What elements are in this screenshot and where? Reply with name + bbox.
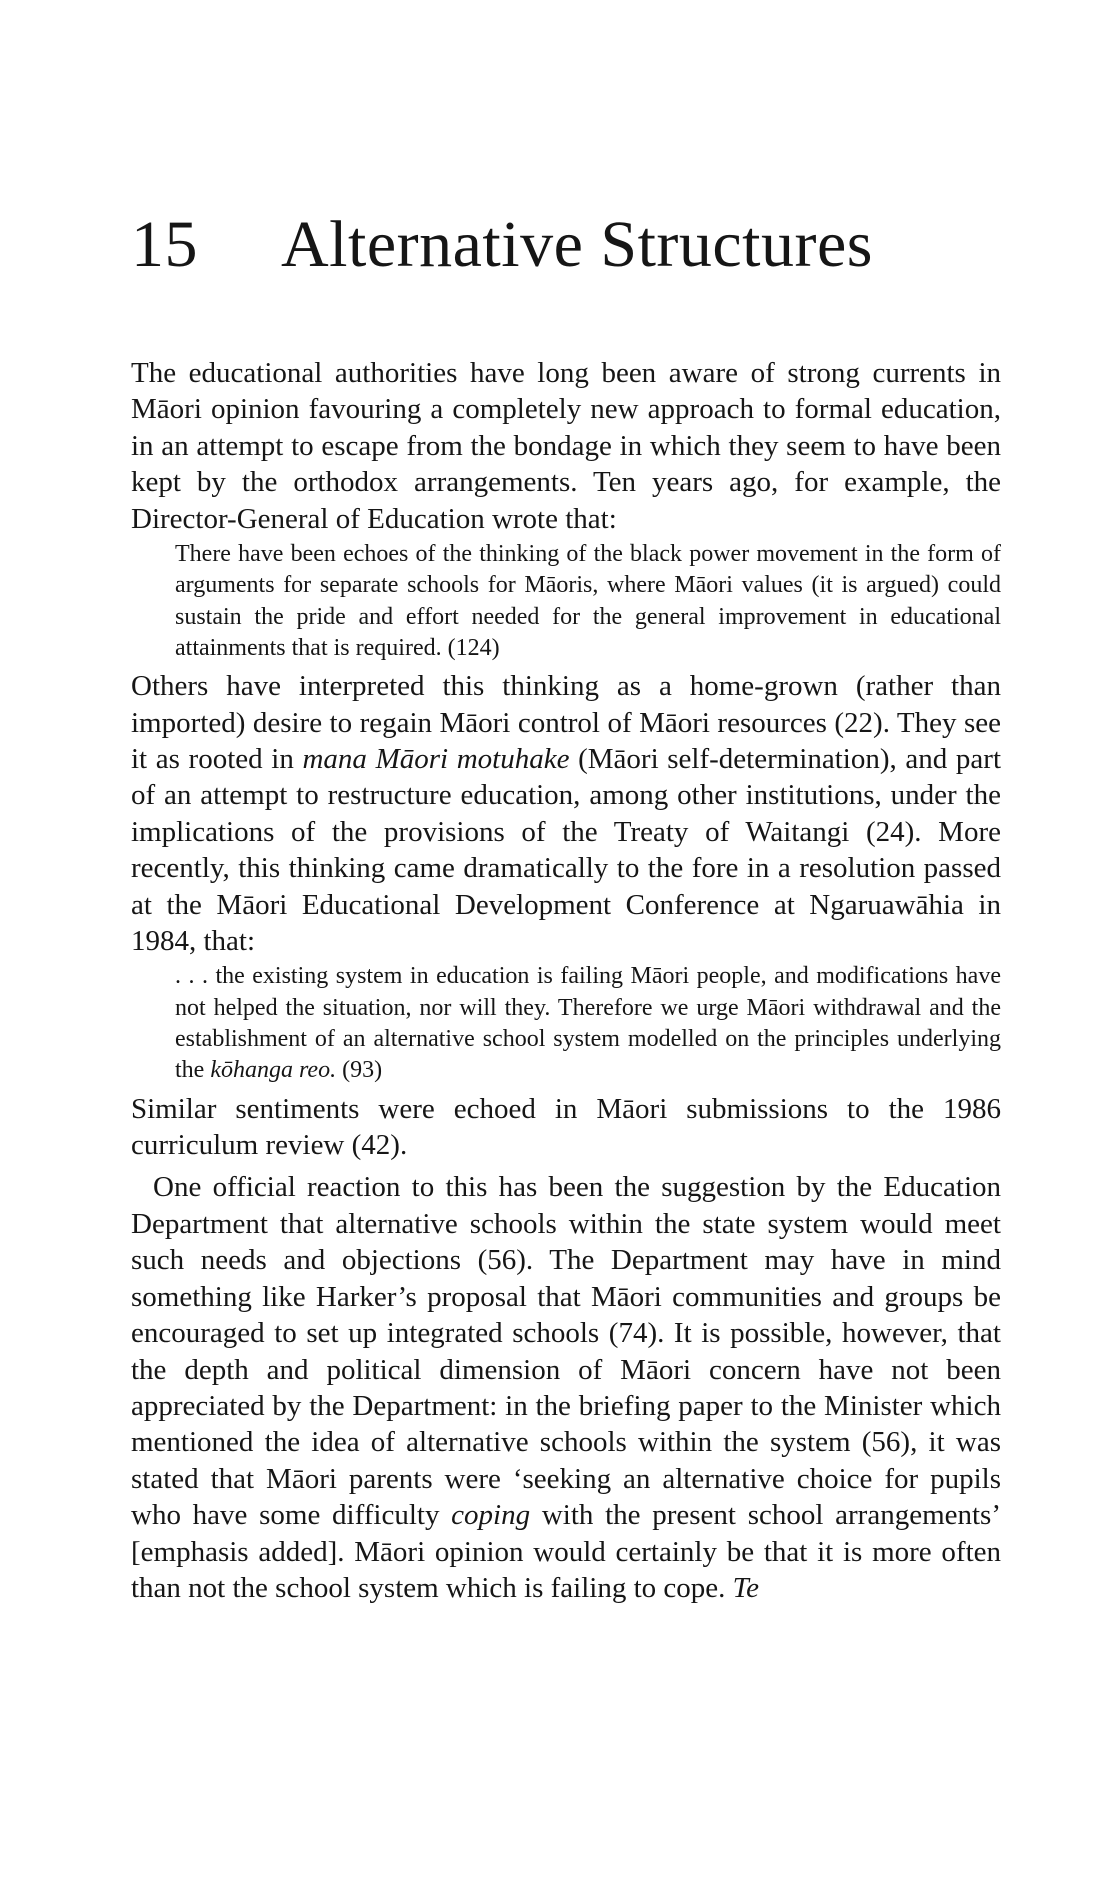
paragraph-4-italic-end: Te [732,1571,759,1604]
chapter-heading [131,205,873,285]
paragraph-4-text-b: with the present school arrangements’ [emphasis added]. Māori opinion would certainly be that it is more often than not the school system which is failing to cope. [131,1499,1001,1604]
paragraph-4-italic-word: coping [451,1499,531,1532]
paragraph-2-text-a: Others have interpreted this thinking as a home-grown (rather than imported) desire to regain Māori control of Māori resources (22). They see it as rooted in [131,670,1001,776]
block-quote-1: There have been echoes of the thinking of the black power movement in the form of arguments for separate schools for Māoris, where Māori values (it is argued) could sustain the pride and effort needed for the general improvement in educational attainments that is required. (124) [175,541,1001,661]
paragraph-4 [131,1169,1001,1606]
block-quote-2-text-b: (93) [336,1057,383,1084]
paragraph-2 [131,668,1001,959]
paragraph-2-italic-phrase: mana Māori motuhake [302,743,570,776]
paragraph-2-text-b: (Māori self-determination), and part of an attempt to restructure education, among other institutions, under the implications of the provisions of the Treaty of Waitangi (24). More recently, this thinking came dramatically to the fore in a resolution passed at the Māori Educational Development Conference at Ngaruawāhia in 1984, that: [131,743,1001,958]
block-quote-2-text-a: . . . the existing system in education is failing Māori people, and modifications have not helped the situation, nor will they. Therefore we urge Māori withdrawal and the establishment of an alternative school system modelled on the principles underlying the [175,963,1001,1084]
paragraph-4-text-a: One official reaction to this has been the suggestion by the Education Department that alternative schools within the state system would meet such needs and objections (56). The Department may have in mind something like Harker’s proposal that Māori communities and groups be encouraged to set up integrated schools (74). It is possible, however, that the depth and political dimension of Māori concern have not been appreciated by the Department: in the briefing paper to the Minister which mentioned the idea of alternative schools within the system (56), it was stated that Māori parents were ‘seeking an alternative choice for pupils who have some difficulty [131,1171,1001,1532]
block-quote-2 [175,961,1001,1086]
chapter-title: Alternative Structures [281,208,873,281]
chapter-number: 15 [131,208,198,281]
paragraph-3: Similar sentiments were echoed in Māori submissions to the 1986 curriculum review (42). [131,1092,1001,1162]
paragraph-1: The educational authorities have long been aware of strong currents in Māori opinion favouring a completely new approach to formal education, in an attempt to escape from the bondage in which they seem to have been kept by the orthodox arrangements. Ten years ago, for example, the Director-General of Education wrote that: [131,357,1001,535]
block-quote-2-italic-phrase: kōhanga reo. [210,1057,337,1084]
chapter-body [131,355,1001,1606]
